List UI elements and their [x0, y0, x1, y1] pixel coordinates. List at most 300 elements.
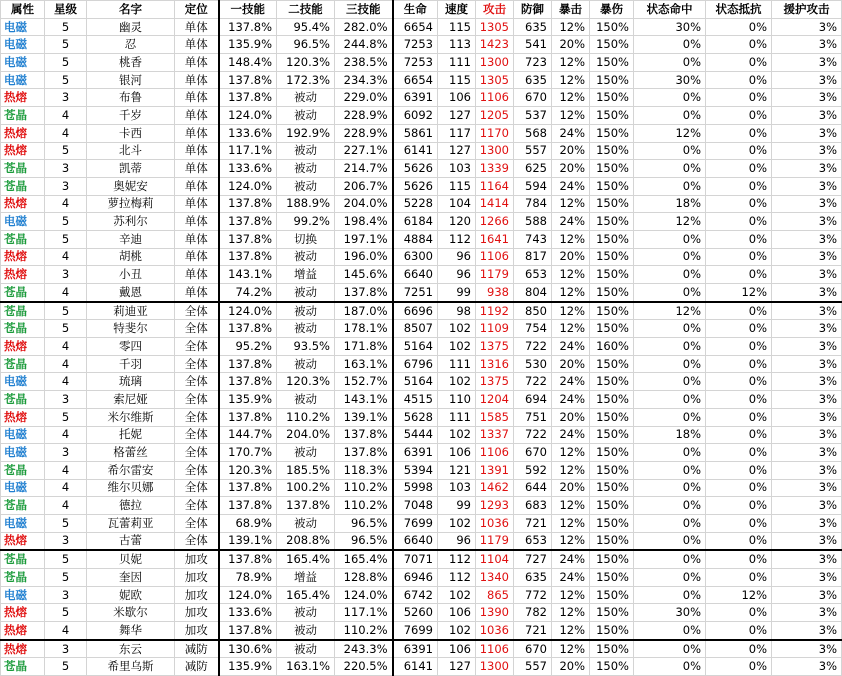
cell-crit-rate: 24% [552, 338, 590, 356]
cell-attack: 1179 [476, 532, 514, 550]
cell-effect-hit: 0% [634, 54, 706, 72]
cell-skill3: 143.1% [335, 391, 393, 409]
cell-role: 单体 [175, 142, 219, 160]
cell-hp: 6300 [393, 248, 438, 266]
cell-skill1: 137.8% [219, 71, 277, 89]
cell-support-attack: 3% [772, 54, 842, 72]
cell-role: 减防 [175, 658, 219, 676]
cell-skill1: 117.1% [219, 142, 277, 160]
cell-name: 格蕾丝 [87, 444, 175, 462]
cell-crit-dmg: 150% [590, 71, 634, 89]
cell-name: 小丑 [87, 266, 175, 284]
cell-hp: 7048 [393, 497, 438, 515]
cell-defense: 635 [514, 18, 552, 36]
cell-attribute: 苍晶 [1, 658, 45, 676]
cell-attack: 1106 [476, 640, 514, 658]
cell-role: 单体 [175, 18, 219, 36]
cell-skill1: 124.0% [219, 177, 277, 195]
cell-star: 5 [45, 514, 87, 532]
cell-attribute: 电磁 [1, 426, 45, 444]
cell-effect-hit: 30% [634, 604, 706, 622]
cell-effect-hit: 0% [634, 284, 706, 302]
cell-name: 北斗 [87, 142, 175, 160]
cell-support-attack: 3% [772, 124, 842, 142]
header-effect-resist: 状态抵抗 [706, 1, 772, 19]
cell-skill2: 被动 [277, 302, 335, 320]
cell-skill2: 100.2% [277, 479, 335, 497]
cell-crit-rate: 12% [552, 195, 590, 213]
cell-crit-rate: 20% [552, 408, 590, 426]
cell-name: 奥妮安 [87, 177, 175, 195]
table-row [1, 302, 842, 320]
table-row [1, 266, 842, 284]
cell-speed: 120 [438, 213, 476, 231]
cell-name: 萝拉梅莉 [87, 195, 175, 213]
cell-skill1: 124.0% [219, 107, 277, 125]
cell-hp: 6391 [393, 444, 438, 462]
table-row [1, 479, 842, 497]
cell-speed: 96 [438, 532, 476, 550]
cell-attack: 865 [476, 586, 514, 604]
cell-support-attack: 3% [772, 320, 842, 338]
cell-hp: 6141 [393, 142, 438, 160]
cell-effect-hit: 18% [634, 426, 706, 444]
cell-effect-hit: 0% [634, 107, 706, 125]
cell-crit-dmg: 150% [590, 89, 634, 107]
cell-support-attack: 3% [772, 142, 842, 160]
cell-defense: 625 [514, 160, 552, 178]
cell-attack: 1106 [476, 248, 514, 266]
cell-hp: 6640 [393, 266, 438, 284]
cell-attack: 1305 [476, 18, 514, 36]
cell-crit-rate: 24% [552, 177, 590, 195]
cell-effect-resist: 0% [706, 497, 772, 515]
cell-skill2: 被动 [277, 248, 335, 266]
cell-skill1: 137.8% [219, 320, 277, 338]
cell-attribute: 苍晶 [1, 550, 45, 568]
cell-hp: 6092 [393, 107, 438, 125]
cell-speed: 117 [438, 124, 476, 142]
cell-crit-rate: 20% [552, 248, 590, 266]
cell-role: 单体 [175, 160, 219, 178]
cell-support-attack: 3% [772, 284, 842, 302]
cell-effect-hit: 0% [634, 320, 706, 338]
table-row [1, 36, 842, 54]
header-attribute: 属性 [1, 1, 45, 19]
cell-skill3: 282.0% [335, 18, 393, 36]
cell-skill1: 137.8% [219, 18, 277, 36]
cell-crit-rate: 12% [552, 54, 590, 72]
cell-defense: 721 [514, 622, 552, 640]
cell-skill2: 被动 [277, 622, 335, 640]
header-row [1, 1, 842, 19]
header-role: 定位 [175, 1, 219, 19]
cell-defense: 568 [514, 124, 552, 142]
cell-crit-rate: 12% [552, 107, 590, 125]
cell-hp: 6141 [393, 658, 438, 676]
cell-defense: 723 [514, 54, 552, 72]
cell-crit-rate: 12% [552, 230, 590, 248]
cell-attack: 1337 [476, 426, 514, 444]
cell-hp: 6391 [393, 640, 438, 658]
cell-speed: 102 [438, 622, 476, 640]
header-hp: 生命 [393, 1, 438, 19]
cell-attribute: 苍晶 [1, 284, 45, 302]
table-row [1, 514, 842, 532]
cell-skill1: 137.8% [219, 408, 277, 426]
cell-star: 3 [45, 640, 87, 658]
cell-speed: 113 [438, 36, 476, 54]
table-row [1, 532, 842, 550]
cell-attribute: 电磁 [1, 213, 45, 231]
cell-role: 全体 [175, 444, 219, 462]
cell-defense: 817 [514, 248, 552, 266]
cell-skill3: 118.3% [335, 461, 393, 479]
cell-name: 贝妮 [87, 550, 175, 568]
cell-star: 4 [45, 338, 87, 356]
cell-skill3: 110.2% [335, 479, 393, 497]
cell-skill1: 137.8% [219, 89, 277, 107]
table-row [1, 195, 842, 213]
table-row [1, 213, 842, 231]
table-row [1, 569, 842, 587]
cell-name: 东云 [87, 640, 175, 658]
header-crit-rate: 暴击 [552, 1, 590, 19]
cell-effect-resist: 0% [706, 391, 772, 409]
cell-skill3: 165.4% [335, 550, 393, 568]
cell-crit-dmg: 150% [590, 497, 634, 515]
cell-crit-dmg: 150% [590, 640, 634, 658]
cell-hp: 8507 [393, 320, 438, 338]
cell-star: 5 [45, 213, 87, 231]
cell-speed: 102 [438, 514, 476, 532]
cell-skill3: 196.0% [335, 248, 393, 266]
cell-crit-dmg: 150% [590, 248, 634, 266]
cell-skill2: 163.1% [277, 658, 335, 676]
cell-crit-rate: 20% [552, 658, 590, 676]
cell-hp: 5260 [393, 604, 438, 622]
table-row [1, 355, 842, 373]
cell-support-attack: 3% [772, 355, 842, 373]
cell-effect-resist: 0% [706, 408, 772, 426]
cell-role: 单体 [175, 248, 219, 266]
cell-crit-rate: 24% [552, 391, 590, 409]
cell-role: 单体 [175, 266, 219, 284]
table-row [1, 408, 842, 426]
cell-name: 维尔贝娜 [87, 479, 175, 497]
cell-role: 全体 [175, 408, 219, 426]
cell-attack: 1104 [476, 550, 514, 568]
cell-crit-rate: 20% [552, 160, 590, 178]
cell-attribute: 苍晶 [1, 461, 45, 479]
table-row [1, 142, 842, 160]
cell-support-attack: 3% [772, 550, 842, 568]
table-row [1, 160, 842, 178]
cell-crit-dmg: 150% [590, 230, 634, 248]
cell-attack: 1170 [476, 124, 514, 142]
cell-effect-resist: 0% [706, 461, 772, 479]
cell-effect-hit: 0% [634, 355, 706, 373]
cell-speed: 127 [438, 107, 476, 125]
cell-defense: 537 [514, 107, 552, 125]
cell-crit-dmg: 150% [590, 408, 634, 426]
cell-effect-resist: 0% [706, 124, 772, 142]
cell-effect-resist: 0% [706, 71, 772, 89]
cell-hp: 5228 [393, 195, 438, 213]
cell-role: 全体 [175, 497, 219, 515]
cell-star: 5 [45, 658, 87, 676]
cell-defense: 772 [514, 586, 552, 604]
cell-attack: 1164 [476, 177, 514, 195]
table-row [1, 284, 842, 302]
cell-role: 全体 [175, 302, 219, 320]
cell-support-attack: 3% [772, 658, 842, 676]
cell-star: 3 [45, 177, 87, 195]
cell-skill1: 137.8% [219, 373, 277, 391]
table-row [1, 54, 842, 72]
cell-crit-rate: 12% [552, 320, 590, 338]
header-attack: 攻击 [476, 1, 514, 19]
table-row [1, 338, 842, 356]
table-row [1, 177, 842, 195]
cell-defense: 635 [514, 569, 552, 587]
cell-skill1: 130.6% [219, 640, 277, 658]
table-row [1, 586, 842, 604]
cell-effect-hit: 0% [634, 338, 706, 356]
cell-defense: 670 [514, 640, 552, 658]
cell-defense: 727 [514, 550, 552, 568]
cell-role: 单体 [175, 107, 219, 125]
cell-skill3: 187.0% [335, 302, 393, 320]
cell-attack: 1036 [476, 514, 514, 532]
cell-skill2: 被动 [277, 391, 335, 409]
cell-support-attack: 3% [772, 302, 842, 320]
cell-speed: 112 [438, 569, 476, 587]
cell-star: 4 [45, 284, 87, 302]
cell-crit-rate: 12% [552, 284, 590, 302]
cell-skill3: 128.8% [335, 569, 393, 587]
cell-role: 加攻 [175, 604, 219, 622]
cell-effect-resist: 0% [706, 622, 772, 640]
header-support-attack: 援护攻击 [772, 1, 842, 19]
cell-effect-hit: 12% [634, 124, 706, 142]
cell-attack: 1106 [476, 444, 514, 462]
cell-attack: 1462 [476, 479, 514, 497]
cell-effect-hit: 30% [634, 18, 706, 36]
cell-support-attack: 3% [772, 248, 842, 266]
cell-crit-rate: 24% [552, 373, 590, 391]
cell-star: 5 [45, 320, 87, 338]
cell-skill1: 170.7% [219, 444, 277, 462]
cell-effect-resist: 0% [706, 302, 772, 320]
cell-star: 5 [45, 550, 87, 568]
cell-speed: 102 [438, 373, 476, 391]
cell-crit-dmg: 150% [590, 586, 634, 604]
cell-attribute: 热熔 [1, 266, 45, 284]
cell-speed: 115 [438, 177, 476, 195]
cell-attribute: 电磁 [1, 36, 45, 54]
cell-hp: 7251 [393, 284, 438, 302]
cell-crit-rate: 12% [552, 514, 590, 532]
cell-effect-hit: 0% [634, 266, 706, 284]
table-row [1, 18, 842, 36]
cell-speed: 104 [438, 195, 476, 213]
cell-crit-dmg: 150% [590, 604, 634, 622]
cell-name: 千羽 [87, 355, 175, 373]
cell-role: 全体 [175, 461, 219, 479]
cell-speed: 102 [438, 320, 476, 338]
cell-effect-hit: 0% [634, 373, 706, 391]
cell-star: 4 [45, 461, 87, 479]
cell-support-attack: 3% [772, 338, 842, 356]
header-crit-dmg: 暴伤 [590, 1, 634, 19]
cell-effect-resist: 0% [706, 355, 772, 373]
cell-name: 桃香 [87, 54, 175, 72]
cell-effect-resist: 0% [706, 195, 772, 213]
cell-skill3: 198.4% [335, 213, 393, 231]
table-row [1, 497, 842, 515]
cell-skill2: 165.4% [277, 586, 335, 604]
cell-speed: 106 [438, 604, 476, 622]
header-name: 名字 [87, 1, 175, 19]
cell-skill2: 被动 [277, 444, 335, 462]
cell-skill3: 228.9% [335, 124, 393, 142]
cell-crit-dmg: 150% [590, 18, 634, 36]
cell-support-attack: 3% [772, 497, 842, 515]
cell-support-attack: 3% [772, 213, 842, 231]
cell-skill3: 206.7% [335, 177, 393, 195]
cell-defense: 557 [514, 658, 552, 676]
cell-attribute: 苍晶 [1, 391, 45, 409]
cell-defense: 530 [514, 355, 552, 373]
cell-attribute: 苍晶 [1, 355, 45, 373]
cell-effect-hit: 0% [634, 622, 706, 640]
cell-support-attack: 3% [772, 266, 842, 284]
cell-crit-dmg: 150% [590, 177, 634, 195]
cell-effect-resist: 0% [706, 266, 772, 284]
cell-name: 布鲁 [87, 89, 175, 107]
cell-speed: 106 [438, 444, 476, 462]
cell-hp: 5861 [393, 124, 438, 142]
cell-skill2: 被动 [277, 177, 335, 195]
cell-support-attack: 3% [772, 391, 842, 409]
cell-attribute: 电磁 [1, 586, 45, 604]
cell-star: 4 [45, 248, 87, 266]
cell-crit-dmg: 150% [590, 658, 634, 676]
cell-effect-resist: 0% [706, 54, 772, 72]
cell-attribute: 热熔 [1, 124, 45, 142]
table-row [1, 71, 842, 89]
cell-star: 5 [45, 54, 87, 72]
cell-effect-resist: 0% [706, 107, 772, 125]
cell-defense: 694 [514, 391, 552, 409]
cell-crit-dmg: 150% [590, 213, 634, 231]
cell-attribute: 电磁 [1, 444, 45, 462]
cell-star: 4 [45, 195, 87, 213]
cell-support-attack: 3% [772, 195, 842, 213]
cell-attribute: 电磁 [1, 18, 45, 36]
cell-name: 银河 [87, 71, 175, 89]
cell-skill3: 238.5% [335, 54, 393, 72]
cell-effect-hit: 0% [634, 461, 706, 479]
cell-crit-dmg: 150% [590, 266, 634, 284]
cell-role: 全体 [175, 320, 219, 338]
cell-attribute: 电磁 [1, 71, 45, 89]
cell-hp: 5164 [393, 373, 438, 391]
cell-defense: 670 [514, 444, 552, 462]
cell-effect-resist: 0% [706, 230, 772, 248]
cell-attribute: 苍晶 [1, 107, 45, 125]
cell-hp: 6654 [393, 18, 438, 36]
cell-crit-dmg: 150% [590, 391, 634, 409]
cell-role: 加攻 [175, 550, 219, 568]
cell-support-attack: 3% [772, 586, 842, 604]
cell-skill1: 139.1% [219, 532, 277, 550]
cell-crit-rate: 12% [552, 461, 590, 479]
cell-effect-resist: 12% [706, 284, 772, 302]
cell-effect-hit: 0% [634, 586, 706, 604]
cell-effect-resist: 0% [706, 514, 772, 532]
table-row [1, 230, 842, 248]
cell-name: 千岁 [87, 107, 175, 125]
cell-attribute: 热熔 [1, 142, 45, 160]
cell-skill2: 120.3% [277, 373, 335, 391]
cell-skill2: 208.8% [277, 532, 335, 550]
cell-name: 希尔雷安 [87, 461, 175, 479]
cell-hp: 7071 [393, 550, 438, 568]
cell-skill1: 137.8% [219, 213, 277, 231]
cell-defense: 644 [514, 479, 552, 497]
cell-effect-resist: 0% [706, 444, 772, 462]
cell-effect-hit: 0% [634, 514, 706, 532]
cell-name: 索尼娅 [87, 391, 175, 409]
cell-name: 古蕾 [87, 532, 175, 550]
cell-role: 全体 [175, 479, 219, 497]
cell-skill1: 137.8% [219, 195, 277, 213]
cell-attribute: 热熔 [1, 622, 45, 640]
cell-star: 3 [45, 266, 87, 284]
cell-skill2: 被动 [277, 320, 335, 338]
cell-attack: 1109 [476, 320, 514, 338]
cell-speed: 112 [438, 550, 476, 568]
cell-effect-resist: 12% [706, 586, 772, 604]
cell-crit-rate: 12% [552, 18, 590, 36]
cell-crit-rate: 24% [552, 569, 590, 587]
cell-attribute: 苍晶 [1, 160, 45, 178]
cell-hp: 7699 [393, 514, 438, 532]
cell-attack: 1339 [476, 160, 514, 178]
cell-skill3: 214.7% [335, 160, 393, 178]
cell-skill1: 137.8% [219, 355, 277, 373]
cell-skill3: 171.8% [335, 338, 393, 356]
cell-hp: 6640 [393, 532, 438, 550]
cell-role: 全体 [175, 391, 219, 409]
cell-defense: 683 [514, 497, 552, 515]
cell-effect-hit: 0% [634, 160, 706, 178]
cell-skill1: 124.0% [219, 302, 277, 320]
cell-skill1: 120.3% [219, 461, 277, 479]
cell-speed: 96 [438, 248, 476, 266]
cell-defense: 804 [514, 284, 552, 302]
cell-star: 4 [45, 497, 87, 515]
cell-defense: 722 [514, 373, 552, 391]
cell-effect-hit: 0% [634, 479, 706, 497]
cell-role: 加攻 [175, 622, 219, 640]
cell-support-attack: 3% [772, 461, 842, 479]
cell-skill2: 165.4% [277, 550, 335, 568]
cell-skill1: 148.4% [219, 54, 277, 72]
cell-role: 单体 [175, 89, 219, 107]
